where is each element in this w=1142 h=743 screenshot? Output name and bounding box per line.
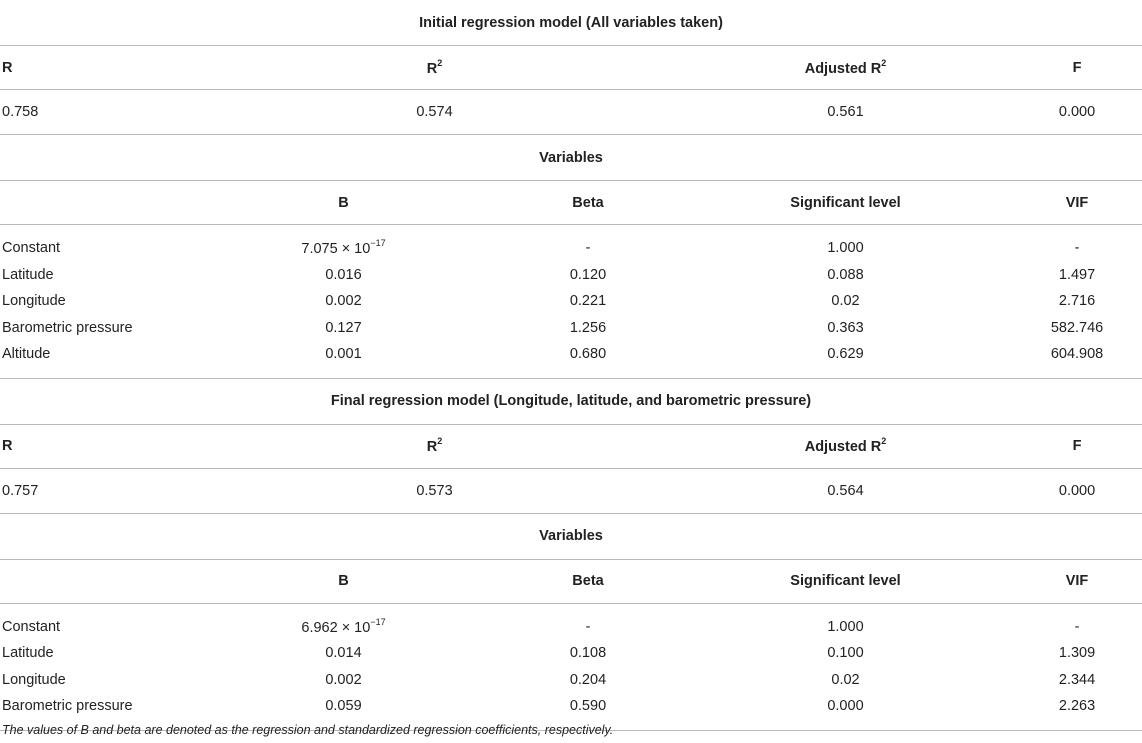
variables-title: Variables — [0, 513, 1142, 559]
variable-name: Barometric pressure — [2, 698, 133, 715]
b-value: 0.059 — [325, 698, 362, 715]
value-r-squared: 0.574 — [190, 90, 679, 135]
significance-value: 0.000 — [827, 698, 864, 715]
header-vif: VIF — [1012, 181, 1142, 225]
section-title-row — [0, 378, 1142, 424]
header-b: B — [190, 181, 497, 225]
significance-value: 0.02 — [831, 671, 860, 688]
significance-value: 0.363 — [827, 319, 864, 336]
header-significant-level: Significant level — [679, 559, 1012, 603]
header-adjusted-r-squared: Adjusted $R^2$ — [679, 424, 1012, 468]
beta-value: - — [497, 225, 679, 262]
beta-value: 0.204 — [569, 671, 607, 688]
stat-header-row — [0, 46, 1142, 90]
beta-value: 0.221 — [569, 293, 607, 310]
header-significant-level: Significant level — [679, 181, 1012, 225]
value-adjusted-r-squared: 0.561 — [679, 90, 1012, 135]
beta-value: 0.120 — [569, 266, 607, 283]
b-value: 0.002 — [325, 293, 362, 310]
vif-value: 604.908 — [1050, 346, 1104, 363]
header-f: F — [1012, 46, 1142, 90]
table-row — [0, 667, 1142, 694]
significance-value: 0.629 — [827, 346, 864, 363]
beta-value: 1.256 — [569, 319, 607, 336]
header-r-squared: $R^2$ — [190, 46, 679, 90]
vif-value: 1.309 — [1058, 645, 1096, 662]
vif-value: 1.497 — [1058, 266, 1096, 283]
variables-title-row — [0, 135, 1142, 181]
value-f: 0.000 — [1012, 468, 1142, 513]
b-value: $6.962 \times 10^{-17}$ — [190, 603, 497, 640]
vif-value: 2.716 — [1058, 293, 1096, 310]
table-row — [0, 315, 1142, 342]
beta-value: 0.590 — [569, 698, 607, 715]
b-value: 0.014 — [325, 645, 362, 662]
variable-name: Longitude — [2, 293, 66, 310]
header-r: R — [0, 424, 190, 468]
vif-value: 582.746 — [1050, 319, 1104, 336]
vif-value: 2.344 — [1058, 671, 1096, 688]
variables-title-row — [0, 513, 1142, 559]
section-title-row — [0, 0, 1142, 46]
b-value: 0.002 — [325, 671, 362, 688]
variables-title: Variables — [0, 135, 1142, 181]
table-row — [0, 603, 1142, 640]
header-r-squared: $R^2$ — [190, 424, 679, 468]
section-title: Final regression model (Longitude, latitude, and barometric pressure) — [0, 378, 1142, 424]
table-row — [0, 225, 1142, 262]
significance-value: 0.088 — [827, 266, 864, 283]
variable-name: Altitude — [2, 346, 51, 363]
table-row — [0, 640, 1142, 667]
beta-value: 0.108 — [569, 645, 607, 662]
significance-value: 0.02 — [831, 293, 860, 310]
variable-name: Latitude — [2, 266, 54, 283]
vif-value: 2.263 — [1058, 698, 1096, 715]
table-row — [0, 288, 1142, 315]
significance-value: 1.000 — [679, 225, 1012, 262]
header-variable-name — [0, 559, 190, 603]
value-adjusted-r-squared: 0.564 — [679, 468, 1012, 513]
variable-name: Longitude — [2, 671, 66, 688]
table-row — [0, 262, 1142, 289]
header-b: B — [190, 559, 497, 603]
variable-name: Barometric pressure — [2, 319, 133, 336]
header-beta: Beta — [497, 559, 679, 603]
header-f: F — [1012, 424, 1142, 468]
table-row — [0, 341, 1142, 378]
value-r-squared: 0.573 — [190, 468, 679, 513]
significance-value: 1.000 — [679, 603, 1012, 640]
b-value: $7.075 \times 10^{-17}$ — [190, 225, 497, 262]
value-r: 0.757 — [0, 468, 190, 513]
section-title: Initial regression model (All variables taken) — [419, 14, 723, 31]
variable-header-row — [0, 181, 1142, 225]
b-value: 0.016 — [325, 266, 362, 283]
variable-header-row — [0, 559, 1142, 603]
stat-value-row — [0, 90, 1142, 135]
variable-name: Constant — [0, 225, 190, 262]
value-f: 0.000 — [1012, 90, 1142, 135]
header-vif: VIF — [1012, 559, 1142, 603]
b-value: 0.001 — [325, 346, 362, 363]
significance-value: 0.100 — [827, 645, 864, 662]
header-variable-name — [0, 181, 190, 225]
variable-name: Constant — [0, 603, 190, 640]
stat-value-row — [0, 468, 1142, 513]
beta-value: - — [497, 603, 679, 640]
header-r: R — [0, 46, 190, 90]
b-value: 0.127 — [325, 319, 362, 336]
vif-value: - — [1012, 225, 1142, 262]
beta-value: 0.680 — [569, 346, 607, 363]
header-adjusted-r-squared: Adjusted $R^2$ — [679, 46, 1012, 90]
header-beta: Beta — [497, 181, 679, 225]
table-footnote: The values of B and beta are denoted as the regression and standardized regression coefficients, respectively. — [2, 723, 614, 737]
variable-name: Latitude — [2, 645, 54, 662]
value-r: 0.758 — [0, 90, 190, 135]
stat-header-row — [0, 424, 1142, 468]
vif-value: - — [1012, 603, 1142, 640]
